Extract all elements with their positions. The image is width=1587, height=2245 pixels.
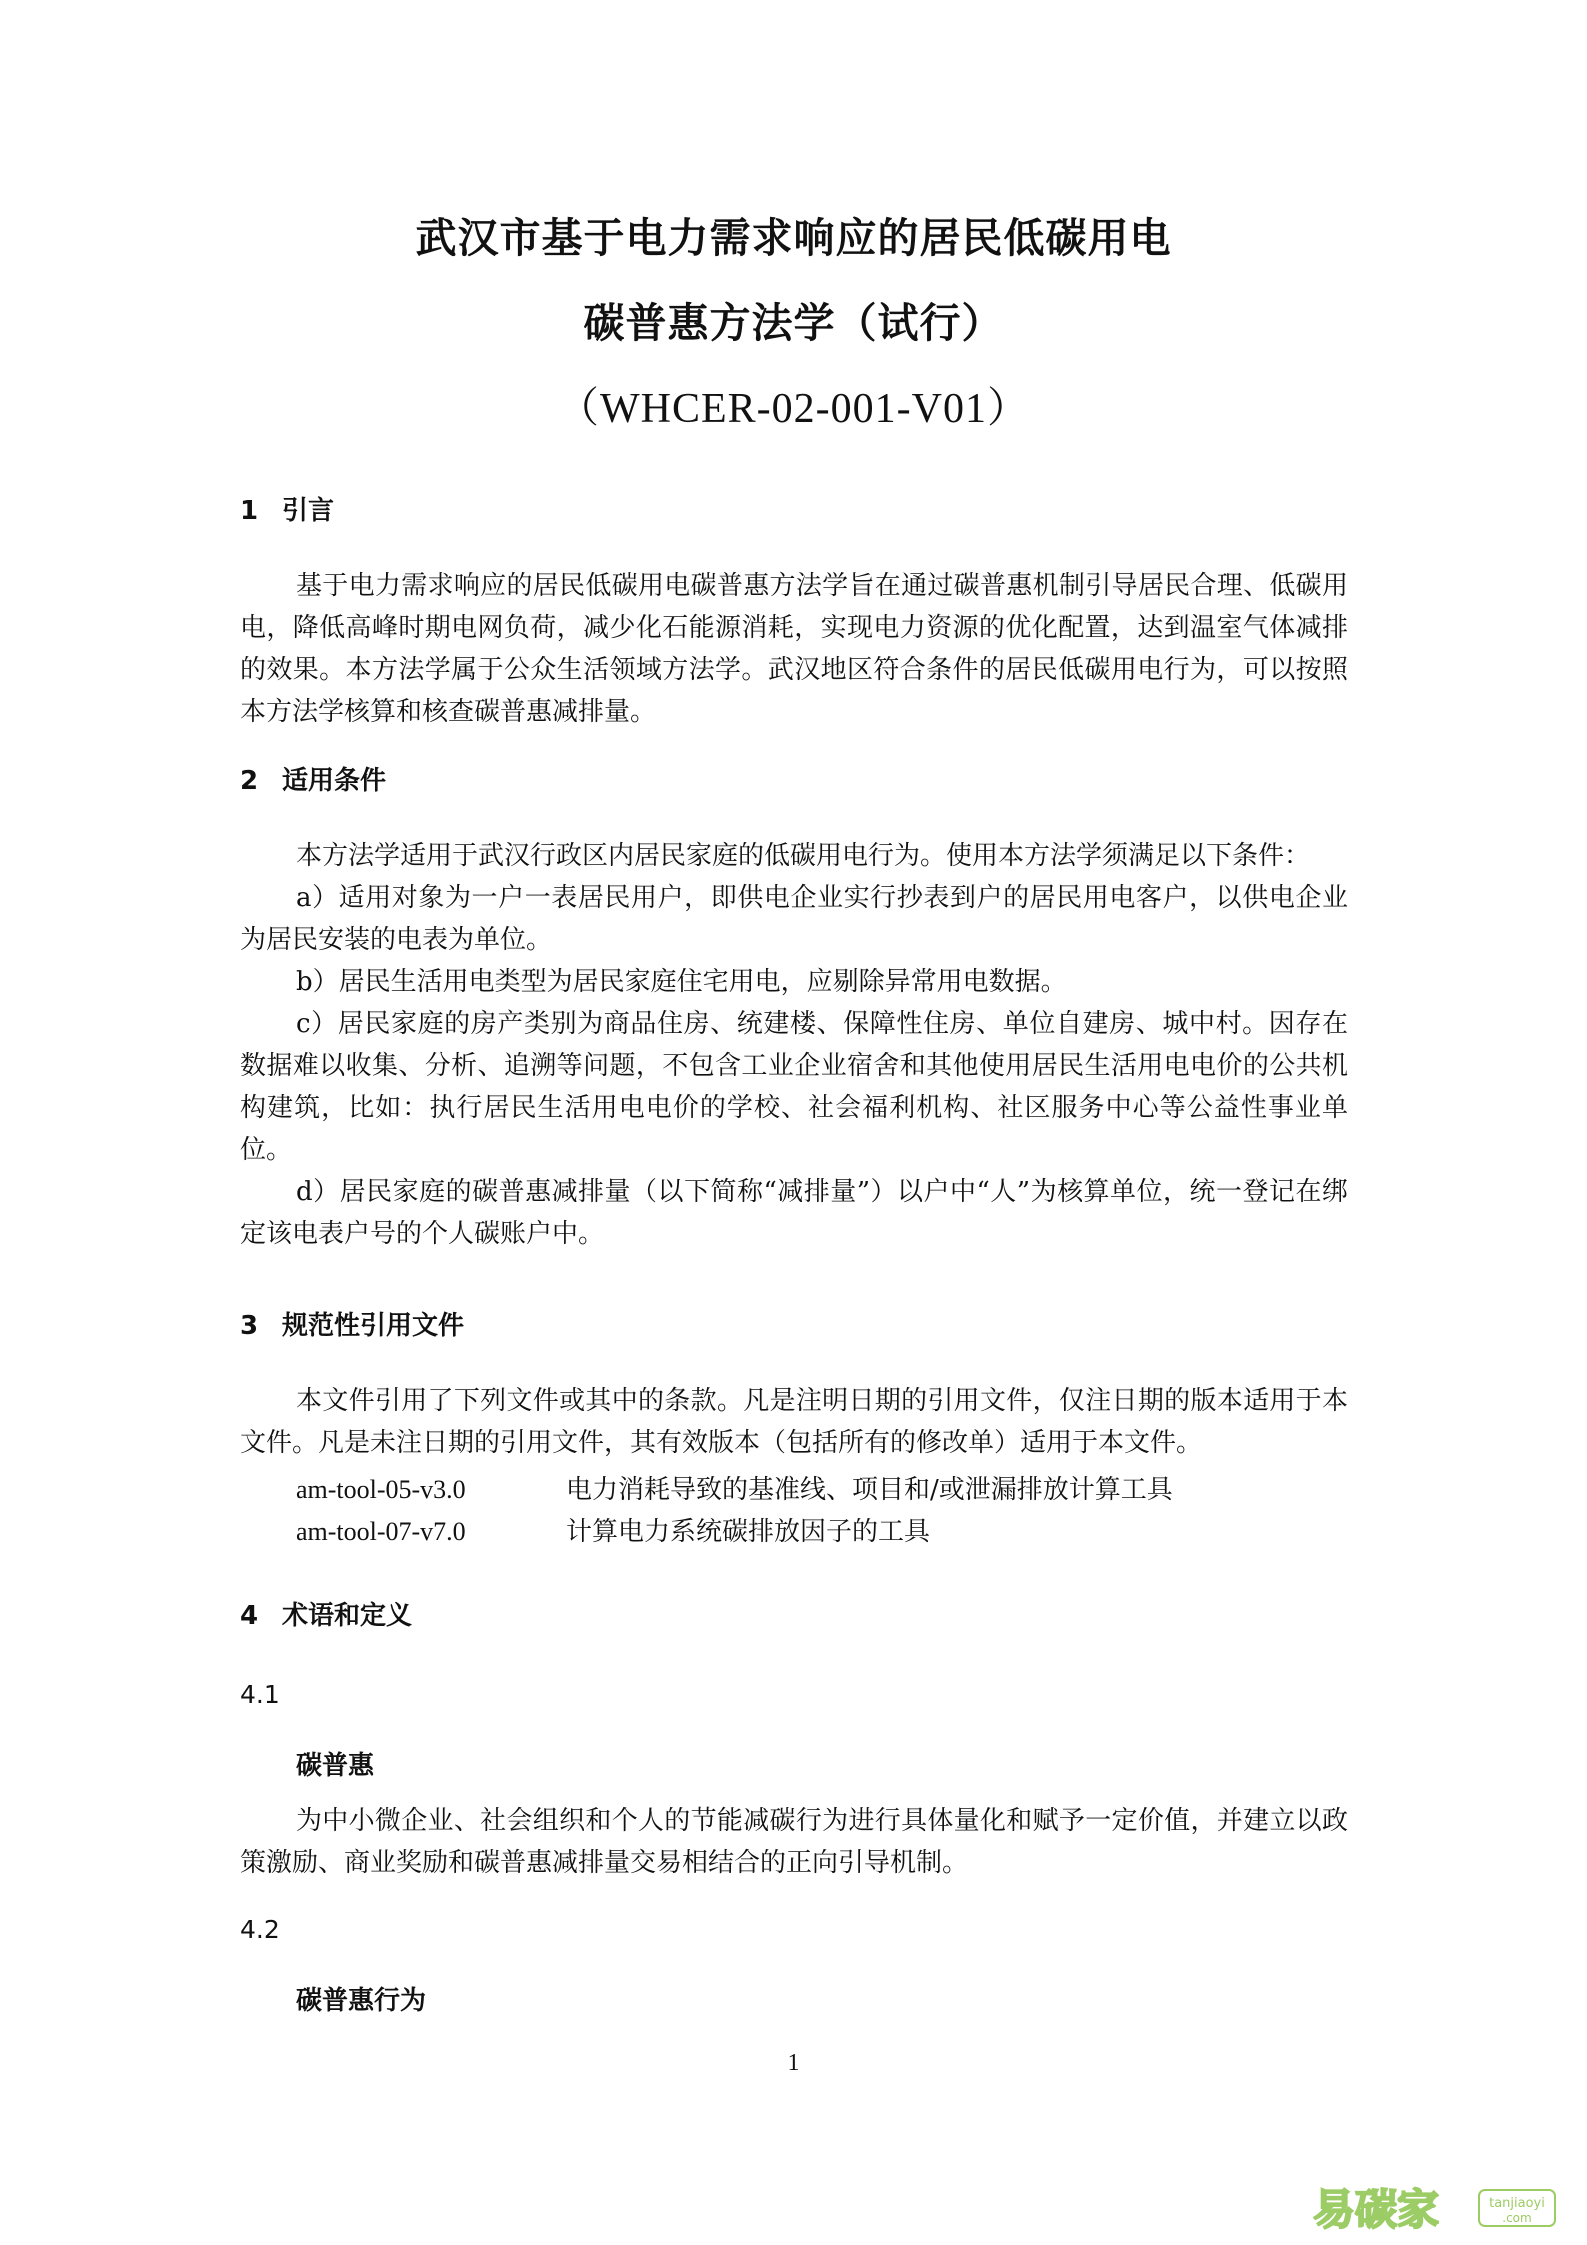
section-2-condition-c: c）居民家庭的房产类别为商品住房、统建楼、保障性住房、单位自建房、城中村。因存在数据难以收集、分析、追溯等问题，不包含工业企业宿舍和其他使用居民生活用电电价的公共机构建筑，比如：执行居民生活用电电价的学校、社会福利机构、社区服务中心等公益性事业单位。 [240,1009,1348,1165]
section-2-paragraph-intro: 本方法学适用于武汉行政区内居民家庭的低碳用电行为。使用本方法学须满足以下条件： [296,841,1311,871]
watermark-site-text: tanjiaoyi [1489,2196,1545,2211]
section-3-heading [240,1305,464,1342]
section-2-condition-d: d）居民家庭的碳普惠减排量（以下简称“减排量”）以户中“人”为核算单位，统一登记在绑定该电表户号的个人碳账户中。 [240,1177,1348,1249]
document-code: （WHCER-02-001-V01） [557,386,1030,432]
section-number: 2 [240,766,259,796]
reference-item [296,1469,1173,1506]
watermark-logo-graphic [1309,2180,1559,2236]
section-1-heading [240,490,334,527]
reference-code: am-tool-05-v3.0 [296,1475,466,1504]
document-title-line-1: 武汉市基于电力需求响应的居民低碳用电 [415,214,1172,262]
watermark-logo [1309,2180,1559,2236]
section-2-condition-b: b）居民生活用电类型为居民家庭住宅用电，应剔除异常用电数据。 [296,967,1067,997]
section-3-paragraph: 本文件引用了下列文件或其中的条款。凡是注明日期的引用文件，仅注日期的版本适用于本文件。凡是未注日期的引用文件，其有效版本（包括所有的修改单）适用于本文件。 [240,1386,1348,1458]
section-number: 3 [240,1311,259,1341]
reference-description: 计算电力系统碳排放因子的工具 [566,1517,931,1547]
section-1-paragraph: 基于电力需求响应的居民低碳用电碳普惠方法学旨在通过碳普惠机制引导居民合理、低碳用电，降低高峰时期电网负荷，减少化石能源消耗，实现电力资源的优化配置，达到温室气体减排的效果。本方法学属于公众生活领域方法学。武汉地区符合条件的居民低碳用电行为，可以按照本方法学核算和核查碳普惠减排量。 [240,571,1348,727]
document-title-line-2: 碳普惠方法学（试行） [583,299,1004,347]
section-number: 4 [240,1601,259,1631]
definition-number: 4.1 [240,1680,280,1709]
section-title: 术语和定义 [282,1601,413,1631]
definition-term: 碳普惠行为 [296,1986,427,2016]
section-number: 1 [240,496,259,526]
reference-item [296,1511,930,1548]
definition-term: 碳普惠 [296,1751,375,1781]
section-2-heading [240,760,386,797]
section-title: 规范性引用文件 [282,1311,465,1341]
section-title: 引言 [282,496,335,526]
definition-text: 为中小微企业、社会组织和个人的节能减碳行为进行具体量化和赋予一定价值，并建立以政策激励、商业奖励和碳普惠减排量交易相结合的正向引导机制。 [240,1806,1348,1878]
page-number: 1 [787,2050,800,2076]
definition-number: 4.2 [240,1915,280,1944]
section-title: 适用条件 [282,766,387,796]
section-2-condition-a: a）适用对象为一户一表居民用户，即供电企业实行抄表到户的居民用电客户，以供电企业为居民安装的电表为单位。 [240,883,1348,955]
section-4-heading [240,1595,412,1632]
watermark-brand-text: 易碳家 [1313,2185,1440,2234]
watermark-site-suffix: .com [1502,2211,1532,2225]
reference-code: am-tool-07-v7.0 [296,1517,466,1546]
reference-description: 电力消耗导致的基准线、项目和/或泄漏排放计算工具 [566,1475,1173,1505]
